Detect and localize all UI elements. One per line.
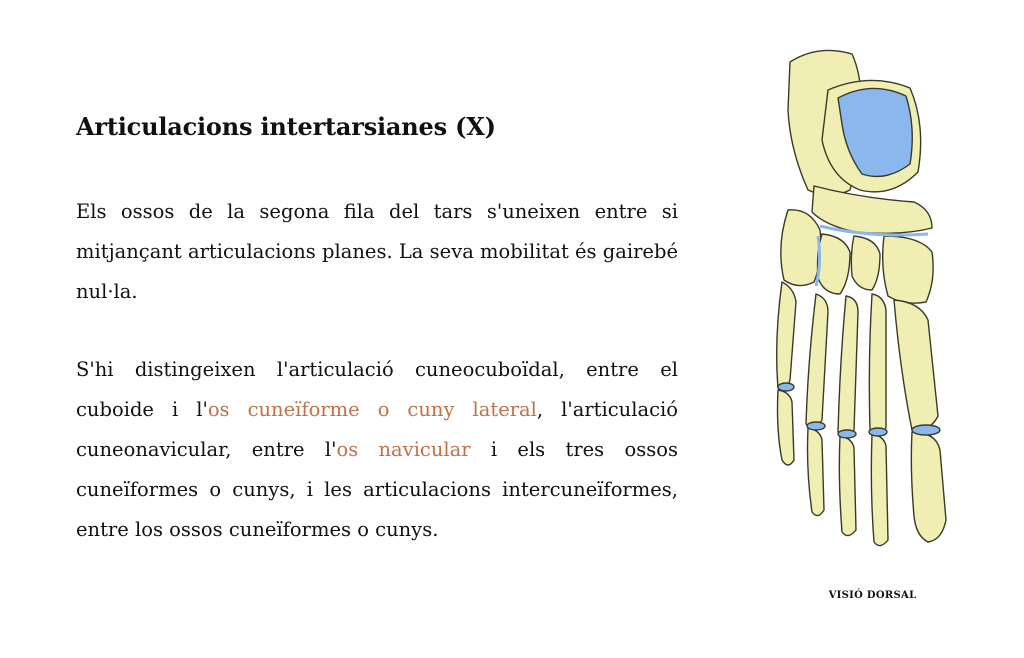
detail-text-3: i els tres ossos cuneïformes o cunys, i les articulacions intercuneïformes, entre los ossos cuneïformes o cunys. bbox=[76, 438, 678, 541]
detail-paragraph bbox=[76, 350, 678, 550]
intro-paragraph: Els ossos de la segona fila del tars s'uneixen entre si mitjançant articulacions planes. La seva mobilitat és gairebé nul·la. bbox=[76, 200, 678, 303]
toe-5-phalanges bbox=[778, 390, 795, 465]
os-cuneiforme-link[interactable]: os cuneïforme o cuny lateral bbox=[207, 398, 537, 421]
page-title: Articulacions intertarsianes (X) bbox=[76, 112, 496, 141]
detail-text-1: S'hi distingeixen l'articulació cuneocuboïdal, entre el cuboide i l' bbox=[76, 358, 678, 421]
detail-text-2: , l'articulació cuneonavicular, entre l' bbox=[76, 398, 678, 461]
metatarsal-1 bbox=[894, 300, 938, 430]
metatarsal-4 bbox=[806, 294, 828, 427]
metatarsal-5 bbox=[777, 282, 796, 389]
toe-2-phalanges bbox=[871, 434, 888, 546]
toe-4-phalanges bbox=[808, 428, 825, 516]
intermediate-cuneiform-bone bbox=[851, 236, 880, 290]
medial-cuneiform-bone bbox=[883, 236, 933, 303]
mtp-joint-1 bbox=[912, 425, 940, 435]
toe-3-phalanges bbox=[839, 436, 856, 536]
mtp-joint-3 bbox=[838, 430, 856, 438]
lateral-cuneiform-bone bbox=[818, 234, 851, 294]
mtp-joint-2 bbox=[869, 428, 887, 436]
navicular-bone bbox=[812, 186, 932, 233]
bones-group bbox=[777, 50, 946, 545]
metatarsal-3 bbox=[838, 296, 858, 436]
hallux-phalanges bbox=[911, 432, 946, 542]
figure-caption: VISIÓ DORSAL bbox=[828, 590, 917, 601]
cuboid-bone bbox=[781, 210, 821, 286]
mtp-joint-5 bbox=[778, 383, 794, 391]
metatarsal-2 bbox=[869, 294, 886, 434]
mtp-joint-4 bbox=[807, 422, 825, 430]
os-navicular-link[interactable]: os navicular bbox=[336, 438, 471, 461]
foot-bones-illustration bbox=[760, 40, 990, 570]
